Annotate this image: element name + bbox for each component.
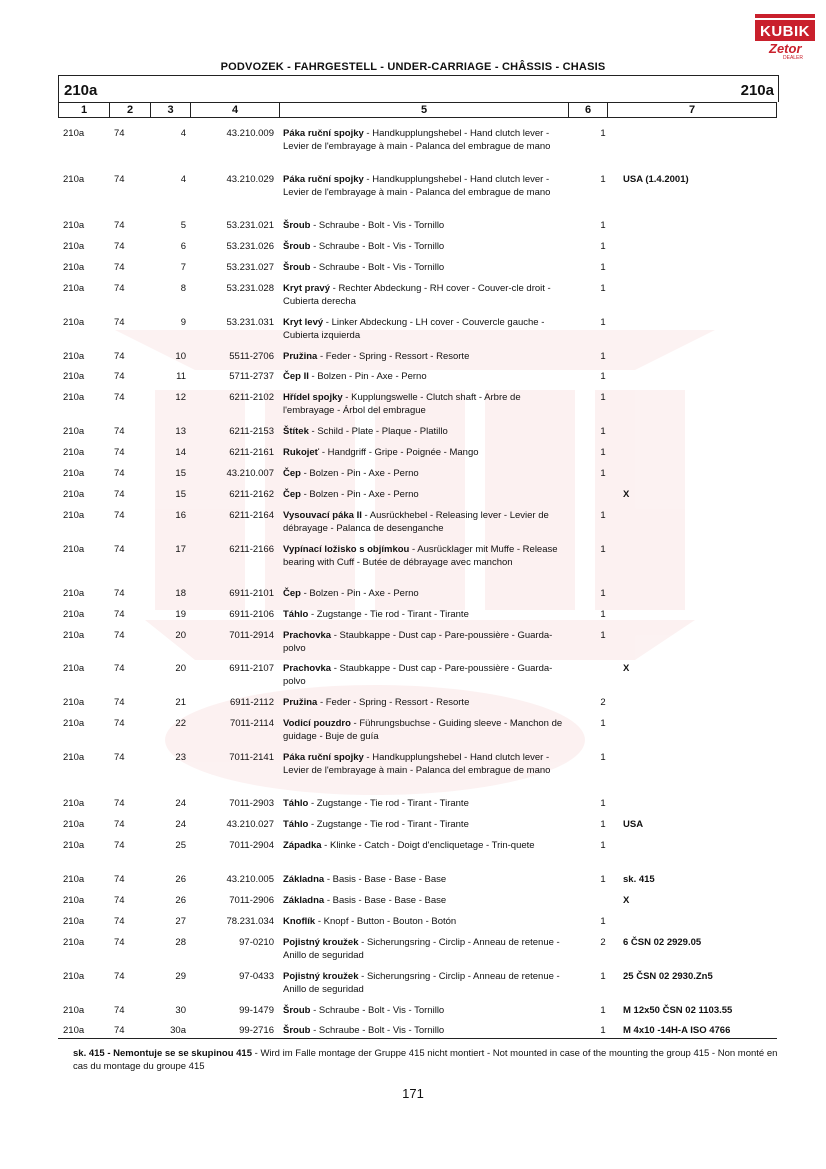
part-name: Pojistný kroužek — [283, 937, 359, 948]
cell-section: 210a — [63, 663, 85, 674]
column-header-4: 4 — [191, 103, 280, 117]
part-name: Štítek — [283, 426, 309, 437]
cell-part-number: 5711-2737 — [229, 371, 274, 382]
cell-part-number: 6211-2166 — [229, 544, 274, 555]
cell-description — [283, 588, 568, 601]
cell-part-number: 78.231.034 — [226, 916, 274, 927]
cell-description — [283, 630, 568, 655]
page-number: 171 — [402, 1086, 424, 1101]
cell-section: 210a — [63, 609, 85, 620]
kubik-zetor-logo — [755, 14, 815, 62]
cell-part-number: 7011-2903 — [229, 798, 274, 809]
cell-description — [283, 916, 568, 929]
cell-position: 7 — [180, 262, 186, 273]
cell-position: 22 — [175, 718, 186, 729]
part-translations: - Schraube - Bolt - Vis - Tornillo — [310, 1005, 445, 1016]
cell-description — [283, 937, 568, 962]
part-translations: - Bolzen - Pin - Axe - Perno — [300, 489, 419, 500]
cell-quantity: 1 — [600, 1005, 606, 1016]
cell-description — [283, 1025, 568, 1038]
part-translations: - Kupplungswelle - Clutch shaft - Arbre de l'embrayage - Árbol del embrague — [283, 392, 521, 416]
cell-group: 74 — [114, 371, 125, 382]
cell-quantity: 1 — [600, 371, 606, 382]
section-code-left: 210a — [64, 82, 98, 99]
logo-zetor-text: Zetor — [769, 41, 802, 56]
cell-section: 210a — [63, 544, 85, 555]
part-name: Prachovka — [283, 630, 332, 641]
cell-section: 210a — [63, 819, 85, 830]
part-translations: - Zugstange - Tie rod - Tirant - Tirante — [308, 819, 469, 830]
footnote-bold: sk. 415 - Nemontuje se se skupinou 415 — [73, 1048, 252, 1059]
cell-group: 74 — [114, 510, 125, 521]
cell-description — [283, 220, 568, 233]
part-translations: - Schraube - Bolt - Vis - Tornillo — [310, 220, 445, 231]
cell-quantity: 1 — [600, 174, 606, 185]
part-name: Šroub — [283, 241, 311, 252]
cell-quantity: 1 — [600, 840, 606, 851]
part-translations: - Bolzen - Pin - Axe - Perno — [308, 371, 427, 382]
cell-section: 210a — [63, 174, 85, 185]
section-code-right: 210a — [740, 82, 774, 99]
part-translations: - Sicherungsring - Circlip - Anneau de retenue - Anillo de seguridad — [283, 971, 560, 995]
cell-group: 74 — [114, 718, 125, 729]
cell-group: 74 — [114, 798, 125, 809]
cell-section: 210a — [63, 895, 85, 906]
part-name: Čep — [283, 489, 301, 500]
cell-section: 210a — [63, 971, 85, 982]
cell-section: 210a — [63, 752, 85, 763]
cell-group: 74 — [114, 447, 125, 458]
cell-description — [283, 819, 568, 832]
cell-position: 21 — [175, 697, 186, 708]
cell-part-number: 6211-2161 — [229, 447, 274, 458]
part-name: Vysouvací páka II — [283, 510, 362, 521]
cell-quantity: 1 — [600, 916, 606, 927]
cell-quantity: 1 — [600, 874, 606, 885]
cell-position: 8 — [180, 283, 186, 294]
cell-section: 210a — [63, 840, 85, 851]
cell-position: 24 — [175, 819, 186, 830]
cell-position: 20 — [175, 663, 186, 674]
cell-position: 18 — [175, 588, 186, 599]
cell-part-number: 97-0210 — [239, 937, 274, 948]
cell-part-number: 43.210.009 — [226, 128, 274, 139]
cell-group: 74 — [114, 697, 125, 708]
part-name: Vypínací ložisko s objímkou — [283, 544, 410, 555]
cell-part-number: 7011-2914 — [229, 630, 274, 641]
column-header-7: 7 — [688, 104, 696, 116]
section-header — [58, 75, 779, 102]
cell-group: 74 — [114, 426, 125, 437]
cell-section: 210a — [63, 489, 85, 500]
cell-section: 210a — [63, 468, 85, 479]
cell-position: 4 — [180, 174, 186, 185]
cell-quantity: 1 — [600, 1025, 606, 1036]
cell-note: X — [623, 489, 630, 500]
cell-position: 6 — [180, 241, 186, 252]
cell-part-number: 7011-2904 — [229, 840, 274, 851]
cell-position: 11 — [176, 371, 186, 382]
cell-group: 74 — [114, 840, 125, 851]
cell-quantity: 1 — [600, 220, 606, 231]
cell-part-number: 6911-2106 — [229, 609, 274, 620]
cell-part-number: 7011-2141 — [229, 752, 274, 763]
part-name: Páka ruční spojky — [283, 752, 364, 763]
cell-part-number: 53.231.027 — [226, 262, 274, 273]
cell-position: 23 — [175, 752, 186, 763]
cell-section: 210a — [63, 392, 85, 403]
cell-group: 74 — [114, 630, 125, 641]
cell-part-number: 7011-2114 — [229, 718, 274, 729]
cell-group: 74 — [114, 241, 125, 252]
cell-description — [283, 371, 568, 384]
cell-note: X — [623, 895, 630, 906]
cell-group: 74 — [114, 819, 125, 830]
cell-position: 26 — [175, 874, 186, 885]
cell-group: 74 — [114, 609, 125, 620]
cell-description — [283, 609, 568, 622]
cell-position: 10 — [175, 351, 186, 362]
cell-group: 74 — [114, 971, 125, 982]
cell-position: 14 — [175, 447, 186, 458]
part-translations: - Basis - Base - Base - Base — [324, 874, 447, 885]
cell-quantity: 1 — [600, 392, 606, 403]
cell-quantity: 1 — [600, 798, 606, 809]
cell-group: 74 — [114, 174, 125, 185]
cell-part-number: 97-0433 — [239, 971, 274, 982]
cell-description — [283, 317, 568, 342]
cell-position: 9 — [180, 317, 186, 328]
part-translations: - Knopf - Button - Bouton - Botón — [315, 916, 457, 927]
part-translations: - Zugstange - Tie rod - Tirant - Tirante — [308, 798, 469, 809]
logo-bar — [755, 14, 815, 18]
cell-quantity: 1 — [600, 317, 606, 328]
cell-position: 27 — [175, 916, 186, 927]
part-name: Šroub — [283, 262, 311, 273]
cell-group: 74 — [114, 468, 125, 479]
cell-quantity: 1 — [600, 588, 606, 599]
cell-section: 210a — [63, 798, 85, 809]
cell-position: 15 — [175, 468, 186, 479]
cell-quantity: 1 — [600, 752, 606, 763]
part-translations: - Klinke - Catch - Doigt d'encliquetage - Trin-quete — [321, 840, 535, 851]
cell-note: 6 ČSN 02 2929.05 — [623, 937, 702, 948]
cell-note: USA — [623, 819, 644, 830]
cell-group: 74 — [114, 489, 125, 500]
cell-group: 74 — [114, 588, 125, 599]
cell-section: 210a — [63, 1025, 85, 1036]
part-translations: - Basis - Base - Base - Base — [324, 895, 447, 906]
part-name: Šroub — [283, 220, 311, 231]
part-name: Pojistný kroužek — [283, 971, 359, 982]
cell-description — [283, 283, 568, 308]
cell-section: 210a — [63, 1005, 85, 1016]
part-translations: - Handkupplungshebel - Hand clutch lever - Levier de l'embrayage à main - Palanca del embrague de mano — [283, 752, 551, 776]
part-translations: - Staubkappe - Dust cap - Pare-poussière - Guarda-polvo — [283, 630, 553, 654]
cell-description — [283, 489, 568, 502]
cell-section: 210a — [63, 220, 85, 231]
cell-group: 74 — [114, 262, 125, 273]
cell-group: 74 — [114, 663, 125, 674]
part-name: Pružina — [283, 697, 318, 708]
part-translations: - Bolzen - Pin - Axe - Perno — [300, 588, 419, 599]
cell-description — [283, 971, 568, 996]
cell-position: 15 — [175, 489, 186, 500]
part-translations: - Ausrücklager mit Muffe - Release bearing with Cuff - Butée de débrayage avec manchon — [283, 544, 558, 568]
cell-description — [283, 447, 568, 460]
logo-dealer-text: DEALER — [783, 55, 804, 61]
cell-group: 74 — [114, 351, 125, 362]
part-name: Páka ruční spojky — [283, 174, 364, 185]
part-translations: - Schraube - Bolt - Vis - Tornillo — [310, 262, 445, 273]
cell-position: 25 — [175, 840, 186, 851]
part-name: Šroub — [283, 1025, 311, 1036]
cell-description — [283, 392, 568, 417]
cell-description — [283, 351, 568, 364]
cell-group: 74 — [114, 128, 125, 139]
cell-description — [283, 718, 568, 743]
cell-group: 74 — [114, 937, 125, 948]
cell-description — [283, 510, 568, 535]
part-name: Táhlo — [283, 609, 309, 620]
cell-position: 16 — [175, 510, 186, 521]
cell-quantity: 1 — [600, 630, 606, 641]
cell-note: M 12x50 ČSN 02 1103.55 — [623, 1005, 733, 1016]
part-translations: - Feder - Spring - Ressort - Resorte — [317, 697, 470, 708]
column-header-2: 2 — [110, 103, 151, 117]
part-name: Čep — [283, 588, 301, 599]
part-translations: - Feder - Spring - Ressort - Resorte — [317, 351, 470, 362]
part-name: Páka ruční spojky — [283, 128, 364, 139]
column-header-row — [58, 102, 777, 118]
cell-section: 210a — [63, 128, 85, 139]
cell-description — [283, 241, 568, 254]
cell-part-number: 53.231.028 — [226, 283, 274, 294]
cell-part-number: 53.231.021 — [226, 220, 274, 231]
cell-description — [283, 426, 568, 439]
cell-group: 74 — [114, 1025, 125, 1036]
cell-part-number: 6211-2102 — [229, 392, 274, 403]
part-translations: - Führungsbuchse - Guiding sleeve - Manchon de guidage - Buje de guía — [283, 718, 563, 742]
cell-group: 74 — [114, 283, 125, 294]
part-translations: - Ausrückhebel - Releasing lever - Levier de débrayage - Palanca de desenganche — [283, 510, 549, 534]
cell-position: 17 — [175, 544, 186, 555]
cell-note: sk. 415 — [623, 874, 655, 885]
cell-part-number: 43.210.007 — [226, 468, 274, 479]
cell-quantity: 2 — [600, 937, 606, 948]
cell-part-number: 6211-2153 — [229, 426, 274, 437]
cell-part-number: 6211-2164 — [229, 510, 274, 521]
cell-quantity: 1 — [600, 351, 606, 362]
cell-part-number: 6911-2101 — [229, 588, 274, 599]
cell-note: 25 ČSN 02 2930.Zn5 — [623, 971, 713, 982]
cell-description — [283, 663, 568, 688]
cell-quantity: 1 — [600, 971, 606, 982]
part-name: Základna — [283, 874, 325, 885]
cell-quantity: 1 — [600, 819, 606, 830]
cell-description — [283, 840, 568, 853]
part-name: Knoflík — [283, 916, 316, 927]
cell-quantity: 1 — [600, 283, 606, 294]
cell-quantity: 1 — [600, 609, 606, 620]
cell-part-number: 6911-2112 — [229, 697, 274, 708]
cell-part-number: 43.210.027 — [226, 819, 274, 830]
cell-position: 28 — [175, 937, 186, 948]
part-translations: - Handgriff - Gripe - Poignée - Mango — [319, 447, 479, 458]
cell-description — [283, 128, 568, 153]
cell-section: 210a — [63, 588, 85, 599]
column-header-5: 5 — [280, 103, 569, 117]
cell-description — [283, 895, 568, 908]
cell-position: 30 — [175, 1005, 186, 1016]
column-header-6: 6 — [569, 103, 608, 117]
cell-quantity: 1 — [600, 262, 606, 273]
part-name: Pružina — [283, 351, 318, 362]
cell-position: 13 — [175, 426, 186, 437]
part-name: Táhlo — [283, 798, 309, 809]
part-translations: - Sicherungsring - Circlip - Anneau de retenue - Anillo de seguridad — [283, 937, 560, 961]
cell-description — [283, 262, 568, 275]
cell-group: 74 — [114, 220, 125, 231]
part-translations: - Rechter Abdeckung - RH cover - Couver-cle droit - Cubierta derecha — [283, 283, 551, 307]
part-translations: - Zugstange - Tie rod - Tirant - Tirante — [308, 609, 469, 620]
cell-part-number: 43.210.005 — [226, 874, 274, 885]
page-title: PODVOZEK - FAHRGESTELL - UNDER-CARRIAGE - CHÂSSIS - CHASIS — [220, 61, 606, 73]
cell-part-number: 6211-2162 — [229, 489, 274, 500]
column-header-1: 1 — [59, 103, 110, 117]
cell-description — [283, 174, 568, 199]
cell-section: 210a — [63, 317, 85, 328]
part-name: Hřídel spojky — [283, 392, 343, 403]
cell-section: 210a — [63, 718, 85, 729]
cell-group: 74 — [114, 1005, 125, 1016]
part-name: Prachovka — [283, 663, 332, 674]
logo-kubik-text: KUBIK — [755, 20, 815, 41]
cell-section: 210a — [63, 874, 85, 885]
cell-description — [283, 752, 568, 777]
cell-quantity: 1 — [600, 241, 606, 252]
cell-position: 29 — [175, 971, 186, 982]
cell-description — [283, 874, 568, 887]
table-bottom-rule — [58, 1038, 777, 1039]
column-header-3: 3 — [151, 103, 191, 117]
cell-description — [283, 544, 568, 569]
cell-section: 210a — [63, 371, 85, 382]
part-translations: - Schraube - Bolt - Vis - Tornillo — [310, 1025, 445, 1036]
cell-section: 210a — [63, 262, 85, 273]
cell-quantity: 1 — [600, 510, 606, 521]
cell-group: 74 — [114, 874, 125, 885]
cell-position: 19 — [175, 609, 186, 620]
cell-part-number: 99-2716 — [239, 1025, 274, 1036]
part-translations: - Handkupplungshebel - Hand clutch lever - Levier de l'embrayage à main - Palanca del embrague de mano — [283, 128, 551, 152]
part-translations: - Linker Abdeckung - LH cover - Couvercle gauche - Cubierta izquierda — [283, 317, 545, 341]
cell-section: 210a — [63, 937, 85, 948]
cell-quantity: 1 — [600, 447, 606, 458]
cell-part-number: 5511-2706 — [229, 351, 274, 362]
cell-part-number: 43.210.029 — [226, 174, 274, 185]
part-translations: - Handkupplungshebel - Hand clutch lever - Levier de l'embrayage à main - Palanca del embrague de mano — [283, 174, 551, 198]
cell-quantity: 1 — [600, 718, 606, 729]
cell-position: 24 — [175, 798, 186, 809]
cell-group: 74 — [114, 752, 125, 763]
cell-section: 210a — [63, 283, 85, 294]
part-translations: - Schraube - Bolt - Vis - Tornillo — [310, 241, 445, 252]
part-name: Rukojeť — [283, 447, 320, 458]
cell-position: 30a — [170, 1025, 186, 1036]
cell-note: M 4x10 -14H-A ISO 4766 — [623, 1025, 731, 1036]
part-name: Vodicí pouzdro — [283, 718, 351, 729]
cell-section: 210a — [63, 697, 85, 708]
part-translations: - Schild - Plate - Plaque - Platillo — [308, 426, 448, 437]
part-name: Čep II — [283, 371, 309, 382]
cell-section: 210a — [63, 241, 85, 252]
cell-part-number: 53.231.031 — [226, 317, 274, 328]
footnote-text: - Wird im Falle montage der Gruppe 415 nicht montiert - Not mounted in case of the mounting the group 415 - Non monté en cas du montage du groupe 415 — [73, 1048, 778, 1072]
cell-section: 210a — [63, 426, 85, 437]
cell-quantity: 1 — [600, 468, 606, 479]
part-name: Šroub — [283, 1005, 311, 1016]
cell-section: 210a — [63, 510, 85, 521]
cell-note: USA (1.4.2001) — [623, 174, 689, 185]
cell-part-number: 6911-2107 — [229, 663, 274, 674]
cell-section: 210a — [63, 351, 85, 362]
cell-note: X — [623, 663, 630, 674]
cell-group: 74 — [114, 392, 125, 403]
cell-description — [283, 1005, 568, 1018]
part-translations: - Bolzen - Pin - Axe - Perno — [300, 468, 419, 479]
cell-quantity: 1 — [600, 426, 606, 437]
cell-quantity: 1 — [600, 544, 606, 555]
cell-description — [283, 798, 568, 811]
cell-quantity: 2 — [600, 697, 606, 708]
cell-section: 210a — [63, 630, 85, 641]
cell-part-number: 7011-2906 — [229, 895, 274, 906]
cell-quantity: 1 — [600, 128, 606, 139]
cell-section: 210a — [63, 916, 85, 927]
part-name: Základna — [283, 895, 325, 906]
part-name: Čep — [283, 468, 301, 479]
cell-position: 12 — [175, 392, 186, 403]
cell-section: 210a — [63, 447, 85, 458]
part-name: Táhlo — [283, 819, 309, 830]
cell-description — [283, 468, 568, 481]
part-name: Kryt pravý — [283, 283, 330, 294]
cell-position: 4 — [180, 128, 186, 139]
cell-group: 74 — [114, 317, 125, 328]
cell-position: 5 — [180, 220, 186, 231]
cell-part-number: 99-1479 — [239, 1005, 274, 1016]
cell-description — [283, 697, 568, 710]
part-translations: - Staubkappe - Dust cap - Pare-poussière - Guarda-polvo — [283, 663, 553, 687]
cell-position: 20 — [175, 630, 186, 641]
cell-part-number: 53.231.026 — [226, 241, 274, 252]
cell-group: 74 — [114, 916, 125, 927]
footnote — [73, 1048, 778, 1073]
part-name: Západka — [283, 840, 322, 851]
cell-group: 74 — [114, 895, 125, 906]
cell-group: 74 — [114, 544, 125, 555]
cell-position: 26 — [175, 895, 186, 906]
part-name: Kryt levý — [283, 317, 324, 328]
